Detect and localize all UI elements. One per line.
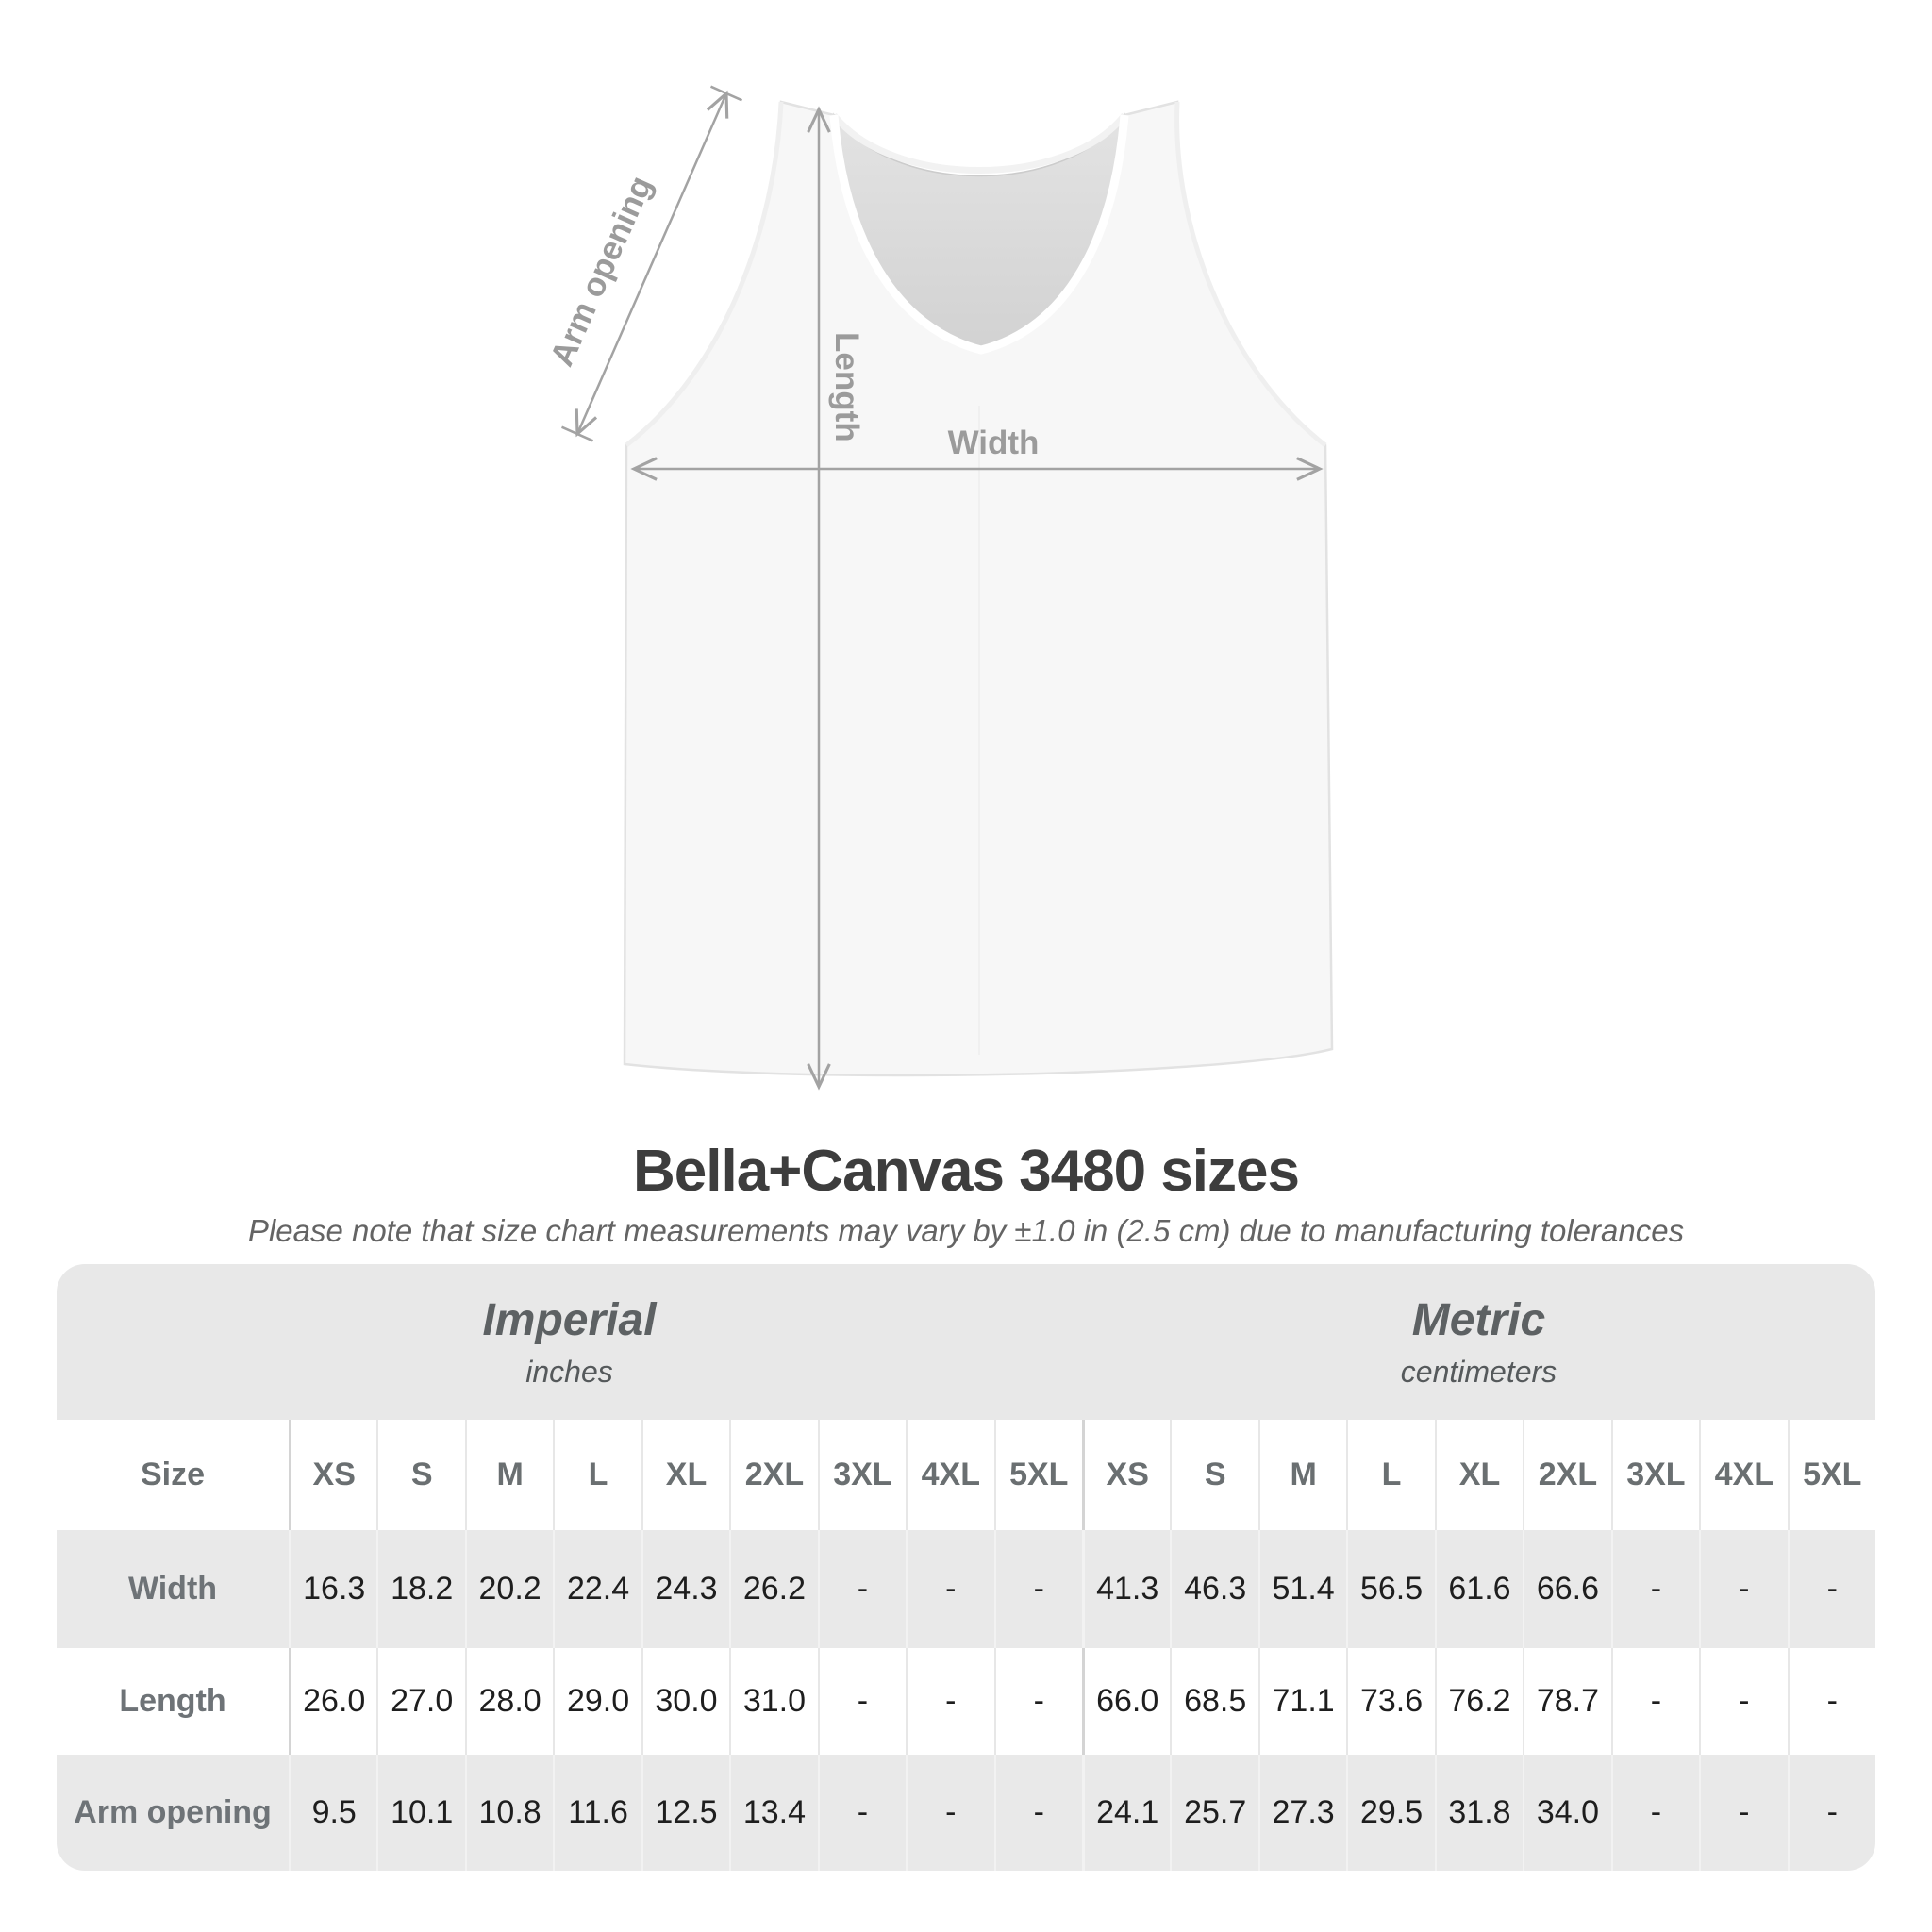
- size-header: XL: [641, 1420, 729, 1530]
- size-value: 61.6: [1435, 1530, 1523, 1648]
- size-value: 31.0: [729, 1648, 817, 1755]
- size-header: M: [1258, 1420, 1346, 1530]
- size-value: 56.5: [1346, 1530, 1434, 1648]
- size-value: 29.5: [1346, 1755, 1434, 1871]
- size-value: -: [818, 1530, 906, 1648]
- size-value: 24.1: [1082, 1755, 1170, 1871]
- size-header: S: [1170, 1420, 1257, 1530]
- row-label: Width: [57, 1530, 289, 1648]
- size-header: 5XL: [1788, 1420, 1875, 1530]
- size-value: 26.0: [289, 1648, 376, 1755]
- size-value: 24.3: [641, 1530, 729, 1648]
- size-header: 3XL: [818, 1420, 906, 1530]
- size-value: 29.0: [553, 1648, 641, 1755]
- size-header: XL: [1435, 1420, 1523, 1530]
- unit-band-metric: [1082, 1264, 1875, 1420]
- size-header: 2XL: [1523, 1420, 1610, 1530]
- size-value: 41.3: [1082, 1530, 1170, 1648]
- unit-band-imperial: [57, 1264, 1082, 1420]
- size-value: 73.6: [1346, 1648, 1434, 1755]
- size-value: 11.6: [553, 1755, 641, 1871]
- size-value: 34.0: [1523, 1755, 1610, 1871]
- size-value: -: [1699, 1530, 1787, 1648]
- size-value: 12.5: [641, 1755, 729, 1871]
- size-header: 3XL: [1611, 1420, 1699, 1530]
- size-value: 10.1: [376, 1755, 464, 1871]
- size-value: 78.7: [1523, 1648, 1610, 1755]
- size-value: 9.5: [289, 1755, 376, 1871]
- unit-group-label: Metric: [1411, 1294, 1546, 1345]
- size-value: 25.7: [1170, 1755, 1257, 1871]
- size-value: 16.3: [289, 1530, 376, 1648]
- arm-opening-label: Arm opening: [542, 170, 660, 372]
- size-value: -: [906, 1755, 993, 1871]
- size-header: 2XL: [729, 1420, 817, 1530]
- unit-group-units: inches: [525, 1354, 613, 1389]
- size-value: 10.8: [465, 1755, 553, 1871]
- size-value: -: [1699, 1648, 1787, 1755]
- size-value: -: [994, 1530, 1082, 1648]
- size-table: [57, 1264, 1875, 1871]
- unit-group-label: Imperial: [482, 1294, 657, 1345]
- size-value: -: [906, 1648, 993, 1755]
- size-header: M: [465, 1420, 553, 1530]
- size-value: 27.3: [1258, 1755, 1346, 1871]
- size-header: 4XL: [906, 1420, 993, 1530]
- size-value: 18.2: [376, 1530, 464, 1648]
- size-header: L: [1346, 1420, 1434, 1530]
- size-value: -: [1788, 1755, 1875, 1871]
- length-label: Length: [828, 332, 865, 442]
- size-value: -: [1611, 1755, 1699, 1871]
- size-value: 28.0: [465, 1648, 553, 1755]
- size-header: XS: [289, 1420, 376, 1530]
- size-header: 5XL: [994, 1420, 1082, 1530]
- size-column-header: Size: [140, 1457, 206, 1493]
- size-value: -: [1788, 1648, 1875, 1755]
- page-subtitle: Please note that size chart measurements may vary by ±1.0 in (2.5 cm) due to manufacturing tolerances: [247, 1213, 1685, 1249]
- size-header: S: [376, 1420, 464, 1530]
- size-value: -: [1611, 1530, 1699, 1648]
- size-value: 46.3: [1170, 1530, 1257, 1648]
- size-value: -: [906, 1530, 993, 1648]
- page-title: Bella+Canvas 3480 sizes: [632, 1139, 1299, 1204]
- size-value: -: [1788, 1530, 1875, 1648]
- size-value: -: [818, 1648, 906, 1755]
- size-value: 27.0: [376, 1648, 464, 1755]
- size-value: 71.1: [1258, 1648, 1346, 1755]
- size-value: 66.6: [1523, 1530, 1610, 1648]
- size-value: 66.0: [1082, 1648, 1170, 1755]
- size-value: 31.8: [1435, 1755, 1523, 1871]
- size-value: 51.4: [1258, 1530, 1346, 1648]
- size-value: -: [1611, 1648, 1699, 1755]
- unit-group-units: centimeters: [1400, 1354, 1557, 1389]
- size-value: 76.2: [1435, 1648, 1523, 1755]
- width-label: Width: [947, 425, 1040, 461]
- size-value: -: [994, 1755, 1082, 1871]
- size-value: 68.5: [1170, 1648, 1257, 1755]
- size-value: -: [818, 1755, 906, 1871]
- size-value: -: [994, 1648, 1082, 1755]
- size-value: 13.4: [729, 1755, 817, 1871]
- row-label: Length: [119, 1683, 226, 1720]
- row-label: Arm opening: [57, 1755, 289, 1871]
- size-header: 4XL: [1699, 1420, 1787, 1530]
- size-header: XS: [1082, 1420, 1170, 1530]
- size-value: 20.2: [465, 1530, 553, 1648]
- size-value: 26.2: [729, 1530, 817, 1648]
- size-value: -: [1699, 1755, 1787, 1871]
- size-value: 30.0: [641, 1648, 729, 1755]
- size-value: 22.4: [553, 1530, 641, 1648]
- size-header: L: [553, 1420, 641, 1530]
